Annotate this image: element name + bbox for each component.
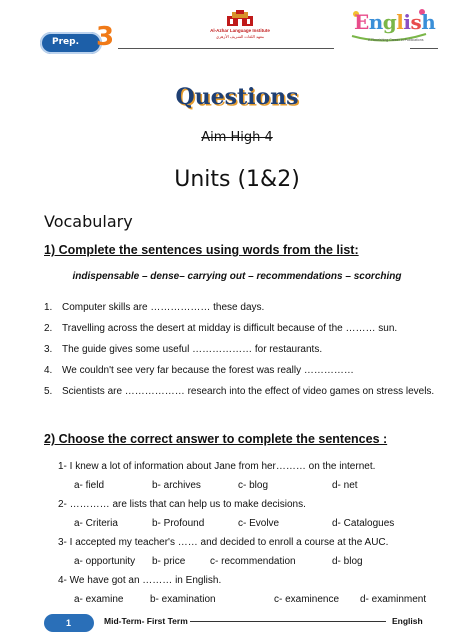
mcq-option: d- blog	[332, 556, 363, 567]
institute-name: Al-Azhar Language Institute	[210, 28, 270, 33]
english-logo-subtitle: A Flourishing Career in Publications	[368, 38, 424, 42]
prep-badge	[40, 22, 115, 56]
prep-number: 3	[96, 22, 115, 52]
footer-term: Mid-Term- First Term	[104, 616, 188, 626]
item-text: Travelling across the desert at midday is difficult because of the ……… sun.	[62, 323, 398, 334]
english-logo	[348, 6, 436, 52]
footer-divider	[190, 621, 386, 622]
item-number: 3.	[44, 344, 53, 355]
list-item	[44, 301, 444, 314]
item-text: We couldn't see very far because the forest was really ……………	[62, 365, 354, 376]
units-title: Units (1&2)	[174, 167, 300, 192]
mcq-option: b- price	[152, 556, 186, 567]
mcq-option: d- Catalogues	[332, 518, 395, 529]
list-item	[44, 385, 444, 398]
item-text: Computer skills are ……………… these days.	[62, 302, 265, 313]
mcq-option: c- blog	[238, 480, 269, 491]
mcq-stem: 4- We have got an ……… in English.	[58, 575, 222, 586]
word-list: indispensable – dense– carrying out – recommendations – scorching	[72, 271, 402, 282]
item-number: 4.	[44, 365, 53, 376]
section-heading-vocabulary: Vocabulary	[44, 212, 133, 231]
mcq-option: b- Profound	[152, 518, 205, 529]
question-2-heading: 2) Choose the correct answer to complete the sentences :	[44, 432, 388, 446]
english-logo-text: English	[354, 10, 436, 34]
mcq-stem: 1- I knew a lot of information about Jane from her……… on the internet.	[58, 461, 376, 472]
mcq-option: a- field	[74, 480, 105, 491]
mcq-option: a- Criteria	[74, 518, 118, 529]
book-title: Aim High 4	[201, 130, 273, 145]
mcq-stem: 3- I accepted my teacher's …… and decided to enroll a course at the AUC.	[58, 537, 389, 548]
mcq-option: d- net	[332, 480, 358, 491]
list-item	[44, 364, 444, 377]
mcq-option: c- recommendation	[210, 556, 296, 567]
institute-arabic-name: معهد اللغات الشريف الأزهري	[215, 34, 265, 39]
mcq-options	[58, 479, 458, 498]
mcq-option: a- opportunity	[74, 556, 136, 567]
list-item	[44, 322, 444, 335]
institute-logo	[208, 10, 272, 44]
mcq-option: c- examinence	[274, 594, 340, 605]
prep-label: Prep.	[52, 37, 79, 47]
mcq-option: c- Evolve	[238, 518, 280, 529]
page-number: 1	[66, 618, 72, 628]
mcq-stem: 2- ………… are lists that can help us to make decisions.	[58, 499, 306, 510]
page-title: Questions	[175, 84, 299, 110]
item-number: 2.	[44, 323, 53, 334]
item-number: 1.	[44, 302, 53, 313]
question-1-list	[44, 301, 444, 406]
item-text: The guide gives some useful ……………… for restaurants.	[62, 344, 323, 355]
header-divider	[118, 48, 334, 49]
question-1-heading: 1) Complete the sentences using words from the list:	[44, 243, 359, 257]
question-2-list	[58, 460, 458, 612]
mcq-option: a- examine	[74, 594, 124, 605]
institute-emblem-icon	[223, 10, 257, 28]
mcq-option: b- archives	[152, 480, 201, 491]
mcq-options	[58, 517, 458, 536]
mcq-option: b- examination	[150, 594, 216, 605]
mcq-options	[58, 555, 458, 574]
footer-subject: English	[392, 616, 423, 626]
list-item	[44, 343, 444, 356]
item-text: Scientists are ……………… research into the effect of video games on stress levels.	[62, 386, 435, 397]
mcq-option: d- examinment	[360, 594, 427, 605]
item-number: 5.	[44, 386, 53, 397]
mcq-options	[58, 593, 458, 612]
